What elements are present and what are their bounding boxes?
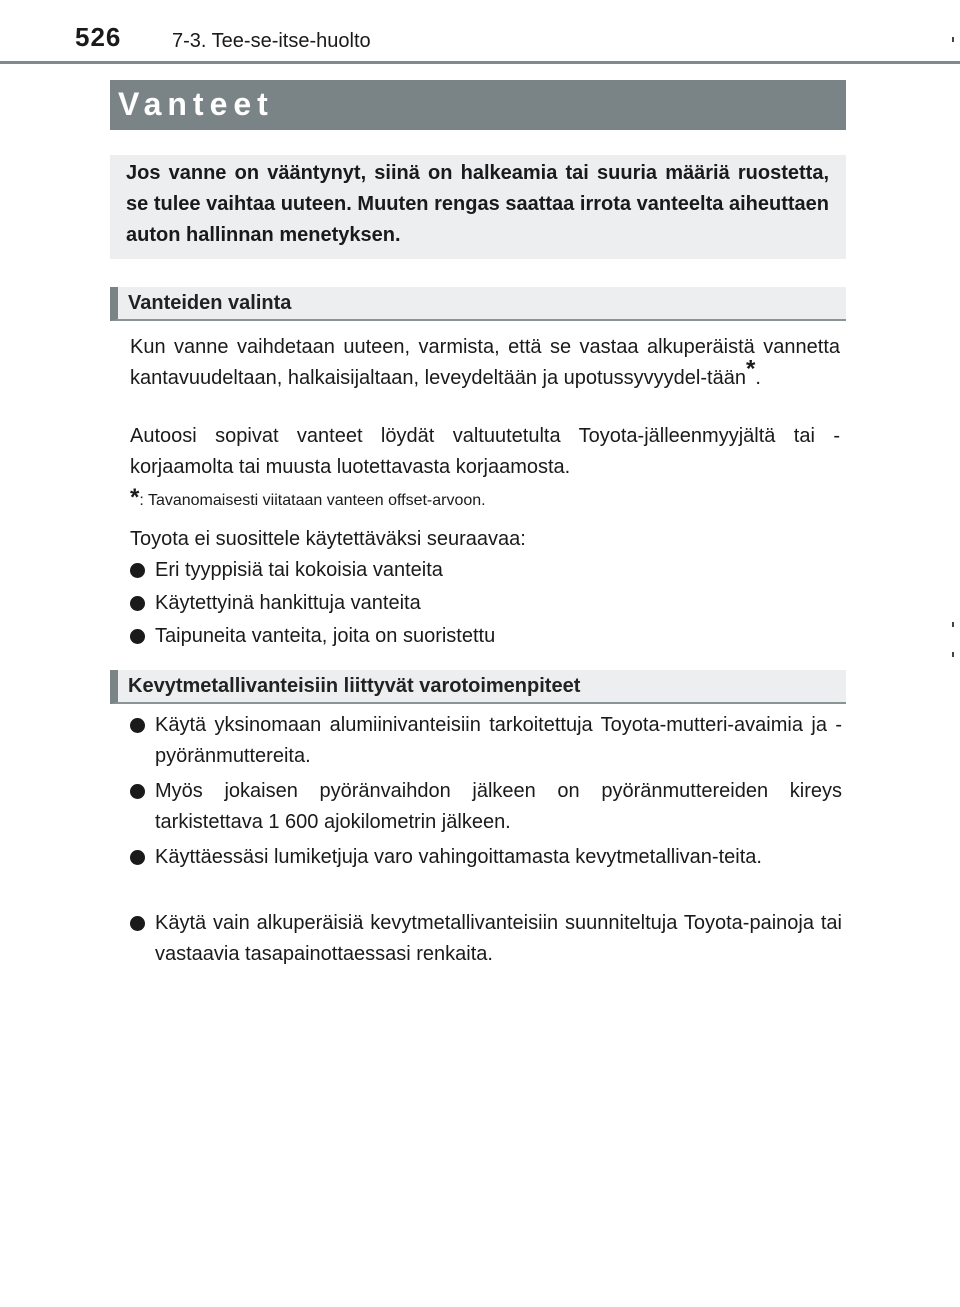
not-recommended-intro: Toyota ei suosittele käytettäväksi seuraavaa:: [130, 528, 526, 550]
list-item-text: Käytä vain alkuperäisiä kevytmetallivanteisiin suunniteltuja Toyota-painoja tai vastaavia tasapainottaessasi renkaita.: [155, 912, 842, 965]
list-item-text: Käyttäessäsi lumiketjuja varo vahingoittamasta kevytmetallivan-teita.: [155, 846, 762, 868]
edge-mark: [952, 622, 954, 627]
warning-text: Jos vanne on vääntynyt, siinä on halkeamia tai suuria määriä ruostetta, se tulee vaihtaa uuteen. Muuten rengas saattaa irrota vanteelta aiheuttaen auton hallinnan menetyksen.: [126, 162, 829, 246]
bullet-icon: [130, 629, 145, 644]
bullet-icon: [130, 916, 145, 931]
bullet-icon: [130, 718, 145, 733]
footnote-marker: *: [745, 355, 756, 383]
page-header: [0, 0, 960, 66]
list-item-text: Myös jokaisen pyöränvaihdon jälkeen on pyöränmuttereiden kireys tarkistettava 1 600 ajokilometrin jälkeen.: [155, 780, 842, 833]
list-item-text: Käytä yksinomaan alumiinivanteisiin tarkoitettuja Toyota-mutteri-avaimia ja -pyöränmuttereita.: [155, 714, 842, 767]
bullet-icon: [130, 850, 145, 865]
page-title: Vanteet: [118, 86, 274, 122]
dealer-paragraph: Autoosi sopivat vanteet löydät valtuutetulta Toyota-jälleenmyyjältä tai -korjaamolta tai muusta luotettavasta korjaamosta.: [130, 425, 840, 478]
warning-box: [110, 155, 846, 259]
subheading-text: Kevytmetallivanteisiin liittyvät varotoimenpiteet: [128, 675, 581, 697]
selection-text: Kun vanne vaihdetaan uuteen, varmista, että se vastaa alkuperäistä vannetta kantavuudeltaan, halkaisijaltaan, leveydeltään ja upotussyvyydel-tään: [130, 336, 840, 389]
list-item-text: Taipuneita vanteita, joita on suoristettu: [155, 625, 496, 647]
footnote-star: *: [130, 484, 140, 511]
title-bar: [110, 80, 846, 130]
header-divider: [0, 61, 960, 64]
selection-paragraph: [130, 332, 840, 394]
subheading-rim-selection: [110, 287, 846, 321]
edge-mark: [952, 37, 954, 42]
list-item-text: Eri tyyppisiä tai kokoisia vanteita: [155, 559, 443, 581]
page-number: 526: [75, 22, 122, 52]
footnote: [130, 484, 486, 512]
bullet-icon: [130, 563, 145, 578]
section-reference: 7-3. Tee-se-itse-huolto: [172, 30, 371, 52]
subheading-text: Vanteiden valinta: [128, 292, 292, 314]
sentence-end: .: [755, 367, 761, 389]
edge-mark: [952, 652, 954, 657]
bullet-icon: [130, 596, 145, 611]
bullet-icon: [130, 784, 145, 799]
list-item-text: Käytettyinä hankittuja vanteita: [155, 592, 421, 614]
subheading-alloy-precautions: [110, 670, 846, 704]
footnote-text: : Tavanomaisesti viitataan vanteen offset-arvoon.: [139, 492, 486, 509]
